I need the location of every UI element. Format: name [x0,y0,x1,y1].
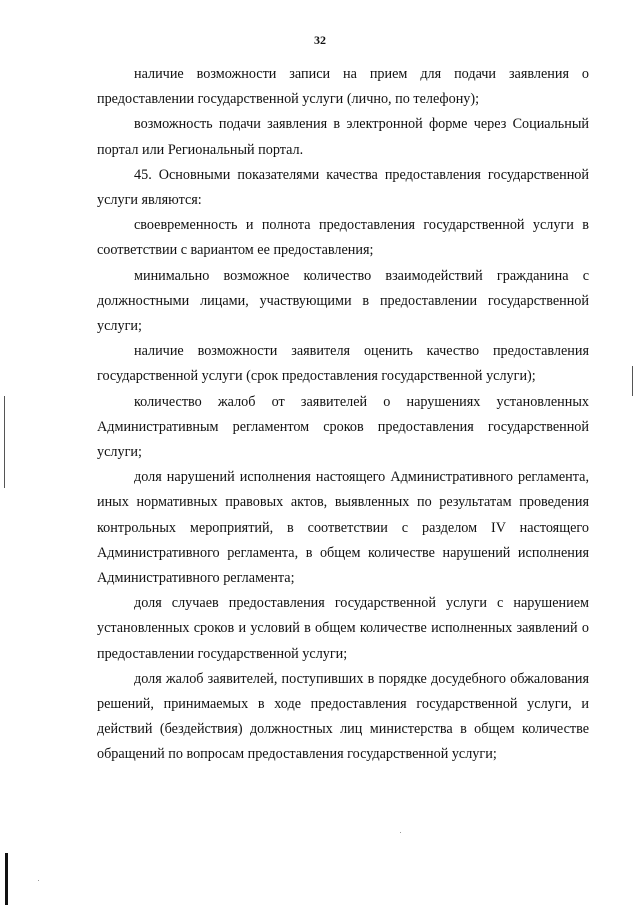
paragraph: наличие возможности заявителя оценить качество предоставления государственной услуги (срок предоставления государственной услуги); [97,343,589,385]
scan-margin-mark [4,396,5,488]
paragraph: доля жалоб заявителей, поступивших в порядке досудебного обжалования решений, принимаемых в ходе предоставления государственной услуги, и действий (бездействия) должностных лиц министерства в общем количестве обращений по вопросам предоставления государственной услуги; [97,670,589,763]
paragraph: количество жалоб от заявителей о нарушениях установленных Административным регламентом сроков предоставления государственной услуги; [97,393,589,461]
paragraph: доля нарушений исполнения настоящего Административного регламента, иных нормативных правовых актов, выявленных по результатам проведения контрольных мероприятий, в соответствии с разделом IV настоящего Административного регламента, в общем количестве нарушений исполнения Административного регламента; [97,469,589,587]
document-body [97,62,589,768]
paragraph: доля случаев предоставления государственной услуги с нарушением установленных сроков и условий в общем количестве исполненных заявлений о предоставлении государственной услуги; [97,595,589,662]
paragraph: 45. Основными показателями качества предоставления государственной услуги являются: [97,166,589,209]
paragraph: наличие возможности записи на прием для подачи заявления о предоставлении государственной услуги (лично, по телефону); [97,66,589,108]
paragraph: своевременность и полнота предоставления государственной услуги в соответствии с вариантом ее предоставления; [97,217,589,259]
scan-speck [38,880,39,881]
scan-speck [400,832,401,833]
page-number: 32 [314,33,326,47]
scan-margin-mark [632,366,633,396]
scan-margin-mark [5,853,8,905]
paragraph: минимально возможное количество взаимодействий гражданина с должностными лицами, участвующими в предоставлении государственной услуги; [97,267,589,335]
paragraph: возможность подачи заявления в электронной форме через Социальный портал или Региональный портал. [97,116,589,158]
